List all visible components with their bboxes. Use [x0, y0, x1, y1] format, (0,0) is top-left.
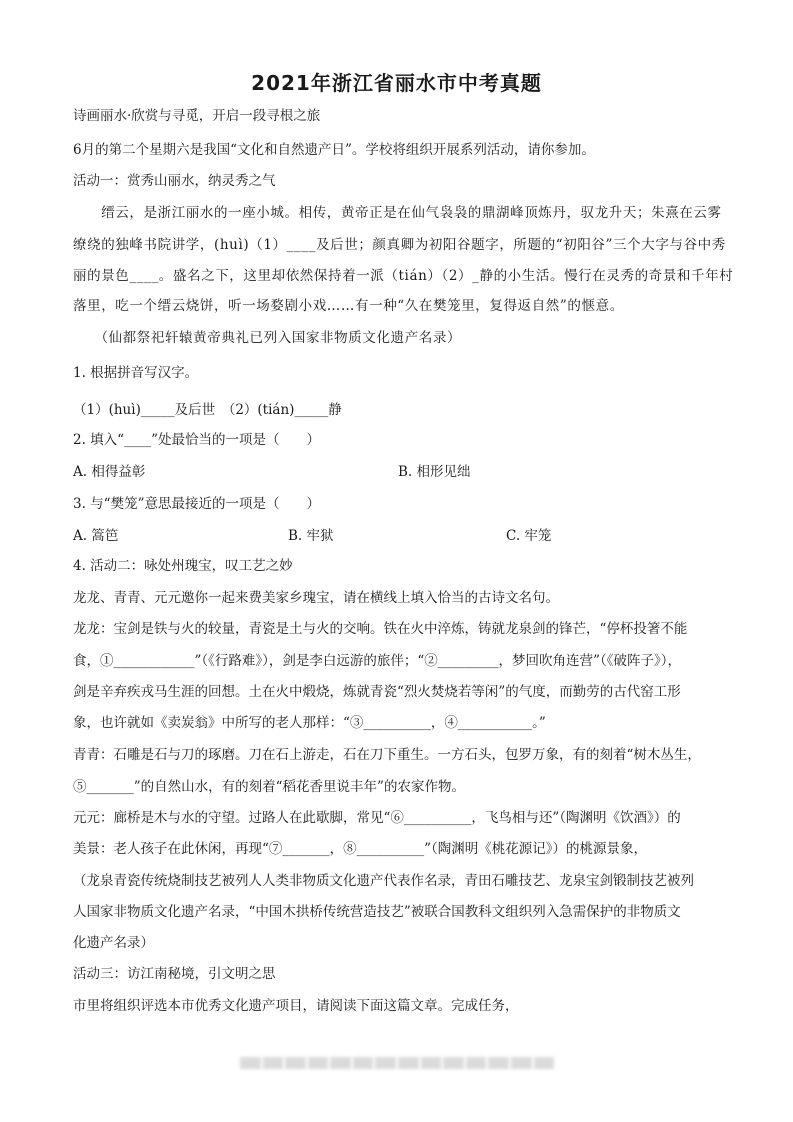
longlong-paragraph-line: 剑是辛弃疾戎马生涯的回想。土在火中煅烧，炼就青瓷“烈火焚烧若等闲”的气度，而勤劳的古代窑工形	[73, 684, 681, 700]
passage-line: 落里，吃一个缙云烧饼，听一场婺剧小戏……有一种“久在樊笼里，复得返自然”的惬意。	[73, 298, 624, 314]
question-1: 1. 根据拼音写汉字。	[73, 365, 199, 381]
yuanyuan-paragraph-line: 美景：老人孩子在此休闲，再现“⑦_______，⑧__________”（陶渊明《桃花源记》）的桃源景象，	[73, 841, 648, 857]
passage-note: （仙都祭祀轩辕黄帝典礼已列入国家非物质文化遗产名录）	[73, 330, 462, 346]
q2-option-b: B. 相形见绌	[398, 464, 471, 480]
question-4-instruction: 龙龙、青青、元元邀你一起来费美家乡瑰宝，请在横线上填入恰当的古诗文名句。	[73, 590, 559, 606]
intro-heading: 诗画丽水·欣赏与寻觅，开启一段寻根之旅	[73, 108, 321, 124]
page-title: 2021年浙江省丽水市中考真题	[251, 71, 542, 95]
question-2: 2. 填入“____”处最恰当的一项是（ ）	[73, 432, 320, 448]
activity-three-instruction: 市里将组织评选本市优秀文化遗产项目，请阅读下面这篇文章。完成任务，	[73, 998, 519, 1014]
question-3: 3. 与“樊笼”意思最接近的一项是（ ）	[73, 496, 320, 512]
q3-option-b: B. 牢狱	[288, 528, 334, 544]
qingqing-paragraph-line: 青青：石雕是石与刀的琢磨。刀在石上游走，石在刀下重生。一方石头，包罗万象，有的刻着“树木丛生，	[73, 747, 701, 763]
qingqing-paragraph-line: ⑤_______”的自然山水，有的刻着“稻花香里说丰年”的农家作物。	[73, 779, 465, 795]
passage-line: 缭绕的独峰书院讲学，(huì)（1）____及后世；颜真卿为初阳谷题字，所题的“初阳谷”三个大字与谷中秀	[73, 237, 726, 253]
passage-line: 丽的景色____。盛名之下，这里却依然保持着一派（tián）（2）_静的小生活。慢行在灵秀的奇景和千年村	[73, 268, 734, 284]
activity-one-heading: 活动一：赏秀山丽水，纳灵秀之气	[73, 173, 276, 189]
longlong-paragraph-line: 龙龙：宝剑是铁与火的较量，青瓷是土与火的交响。铁在火中淬炼，铸就龙泉剑的锋芒，“停杯投箸不能	[73, 621, 688, 637]
blurred-footer-watermark	[240, 1057, 554, 1069]
heritage-note-line: 化遗产名录）	[73, 935, 154, 951]
longlong-paragraph-line: 食，①____________”（《行路难》），剑是李白远游的旅伴；“②_________，梦回吹角连营”（《破阵子》），	[73, 653, 681, 669]
q3-option-a: A. 篙笆	[73, 528, 119, 544]
q3-option-c: C. 牢笼	[506, 528, 552, 544]
heritage-note-line: 人国家非物质文化遗产名录，“中国木拱桥传统营造技艺”被联合国教科文组织列入急需保护的非物质文	[73, 904, 681, 920]
heritage-note-line: （龙泉青瓷传统烧制技艺被列人人类非物质文化遗产代表作名录，青田石雕技艺、龙泉宝剑锻制技艺被列	[73, 873, 694, 889]
yuanyuan-paragraph-line: 元元：廊桥是木与水的守望。过路人在此歇脚，常见“⑥__________，飞鸟相与还”（陶渊明《饮酒》）的	[73, 810, 681, 826]
activity-three-heading: 活动三：访江南秘境，引文明之思	[73, 966, 276, 982]
intro-paragraph: 6月的第二个星期六是我国“文化和自然遗产日”。学校将组织开展系列活动，请你参加。	[73, 142, 595, 158]
longlong-paragraph-line: 象，也许就如《卖炭翁》中所写的老人那样：“③__________，④___________。”	[73, 715, 546, 731]
passage-line: 缙云，是浙江丽水的一座小城。相传，黄帝正是在仙气袅袅的鼎湖峰顶炼丹，驭龙升天；朱熹在云雾	[73, 205, 722, 221]
question-4: 4. 活动二：咏处州瑰宝，叹工艺之妙	[73, 558, 293, 574]
question-1-blanks: （1）(huì)_____及后世 （2）(tián)_____静	[73, 402, 342, 418]
q2-option-a: A. 相得益彰	[73, 464, 146, 480]
